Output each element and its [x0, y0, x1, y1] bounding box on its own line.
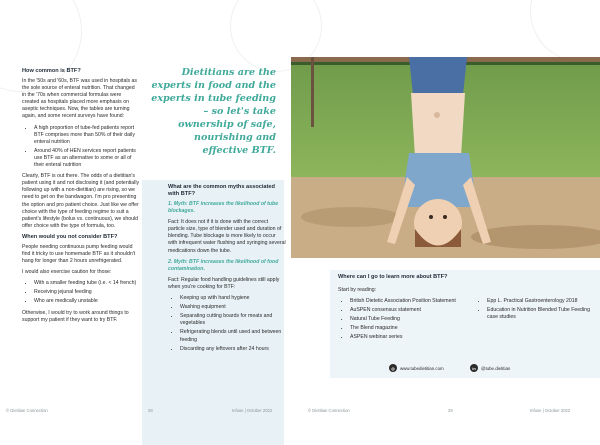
footer-right-brand: © Dietitian Connection: [308, 408, 350, 413]
list-item: • Keeping up with hand hygiene: [180, 295, 286, 302]
reference-link-item: [350, 325, 459, 332]
learn-more-heading: Where can I go to learn more about BTF?: [338, 274, 448, 280]
list-item: • Around 40% of HEN services report patients use BTF as an alternative to some or all of their enteral nutrition: [34, 148, 140, 169]
learn-more-content: [338, 274, 596, 344]
website-link[interactable]: [389, 364, 444, 372]
paragraph: In the '50s and '60s, BTF was used in hospitals as the sole source of enteral nutrition. That changed in the '70s when commercial formulas were created as hospitals placed more emphasis on aseptic techniques. Now, the tables are turning again, and some recent surveys have found:: [22, 78, 138, 120]
list-item: • Refrigerating blends until used and between feeding: [180, 329, 286, 343]
photo-illustration: [291, 57, 600, 258]
bullet-list: [22, 280, 140, 305]
list-item: • Separating cutting boards for meats and vegetables: [180, 313, 286, 327]
decorative-leaf-pattern: [530, 0, 600, 62]
list-item: • Who are medically unstable: [34, 298, 140, 305]
paragraph: People needing continuous pump feeding would find it tricky to use homemade BTF as it shouldn't hang for longer than 2 hours unrefrigerated.: [22, 243, 136, 265]
myth-2-title: 2. Myth: BTF increases the likelihood of food contamination.: [168, 258, 279, 272]
reference-link-item: [350, 334, 459, 341]
footer-left-brand: © Dietitian Connection: [6, 408, 48, 413]
reference-link[interactable]: The Blend magazine: [350, 325, 398, 332]
list-item: • Discarding any leftovers after 24 hours: [180, 346, 286, 353]
footer-right-page: 29: [448, 408, 453, 413]
paragraph: I would also exercise caution for those:: [22, 269, 112, 276]
handle-text: @tube.dietitian: [481, 365, 511, 371]
footer-left-page: 28: [148, 408, 153, 413]
reference-link[interactable]: Epp L. Practical Gastroenterology 2018: [487, 298, 578, 305]
pull-quote: Dietitians are the experts in food and the experts in tube feeding – so let's take ownership of safe, nourishing and effective BTF.: [151, 67, 276, 156]
reference-link[interactable]: Education in Nutrition Blended Tube Feeding case studies: [487, 307, 590, 321]
heading-when-not: When would you not consider BTF?: [22, 233, 118, 240]
reference-link[interactable]: Natural Tube Feeding: [350, 316, 400, 323]
myth-1-title: 1. Myth: BTF increases the likelihood of tube blockages.: [168, 201, 279, 215]
links-columns: [338, 298, 596, 343]
reference-link-item: [350, 298, 459, 305]
reference-link-item: [350, 316, 459, 323]
myths-content: [168, 184, 286, 357]
list-item: • A high proportion of tube-fed patients report BTF comprises more than 50% of their daily enteral nutrition: [34, 125, 140, 146]
links-right: [475, 298, 596, 343]
list-item: • Receiving jejunal feeding: [34, 289, 140, 296]
footer-left-issue: Infuse | October 2022: [232, 408, 273, 413]
reference-link-item: [350, 307, 459, 314]
links-left: [338, 298, 459, 343]
linkedin-link[interactable]: [470, 364, 510, 372]
bullet-list: [22, 125, 140, 170]
left-column: [22, 68, 140, 328]
child-upside-down-photo: [291, 57, 600, 258]
heading-how-common: How common is BTF?: [22, 68, 81, 74]
paragraph: Clearly, BTF is out there. The odds of a dietitian's patient using it and not disclosing it (and potentially following up with a non-dietitian) are rising, so we need to get on the bandwagon. I'm pro presenting the option and pro patient choice. Just like we offer choice with the type of feeding regime to suit a patient's lifestyle (bolus vs. continuous), we should offer choice with the type of formula, too.: [22, 173, 140, 229]
paragraph: Otherwise, I would try to work around things to support my patient if they want to try BTF.: [22, 309, 129, 323]
myths-heading: What are the common myths associated with BTF?: [168, 184, 275, 197]
bullet-list: [168, 295, 286, 353]
reference-link[interactable]: British Dietetic Association Position Statement: [350, 298, 456, 305]
myth-1-fact: Fact: It does not if it is done with the correct particle size, type of blender used and duration of blending. Tube blockage is more likely to occur with infrequent water flushing and syringing several medications down the tube.: [168, 219, 286, 254]
linkedin-icon: in: [470, 364, 478, 372]
list-item: • With a smaller feeding tube (i.e. < 14 french): [34, 280, 140, 287]
footer-right-issue: Infuse | October 2022: [530, 408, 571, 413]
globe-icon: ◎: [389, 364, 397, 372]
reference-link-item: [487, 307, 596, 321]
learn-more-intro: Start by reading:: [338, 287, 377, 293]
reference-link[interactable]: ASPEN webinar series: [350, 334, 403, 341]
reference-link[interactable]: AuSPEN consensus statement: [350, 307, 421, 314]
myth-2-fact: Fact: Regular food handling guidelines still apply when you're cooking for BTF:: [168, 276, 280, 290]
website-text: www.tubedietitian.com: [400, 365, 444, 371]
reference-link-item: [487, 298, 596, 305]
list-item: • Washing equipment: [180, 304, 286, 311]
